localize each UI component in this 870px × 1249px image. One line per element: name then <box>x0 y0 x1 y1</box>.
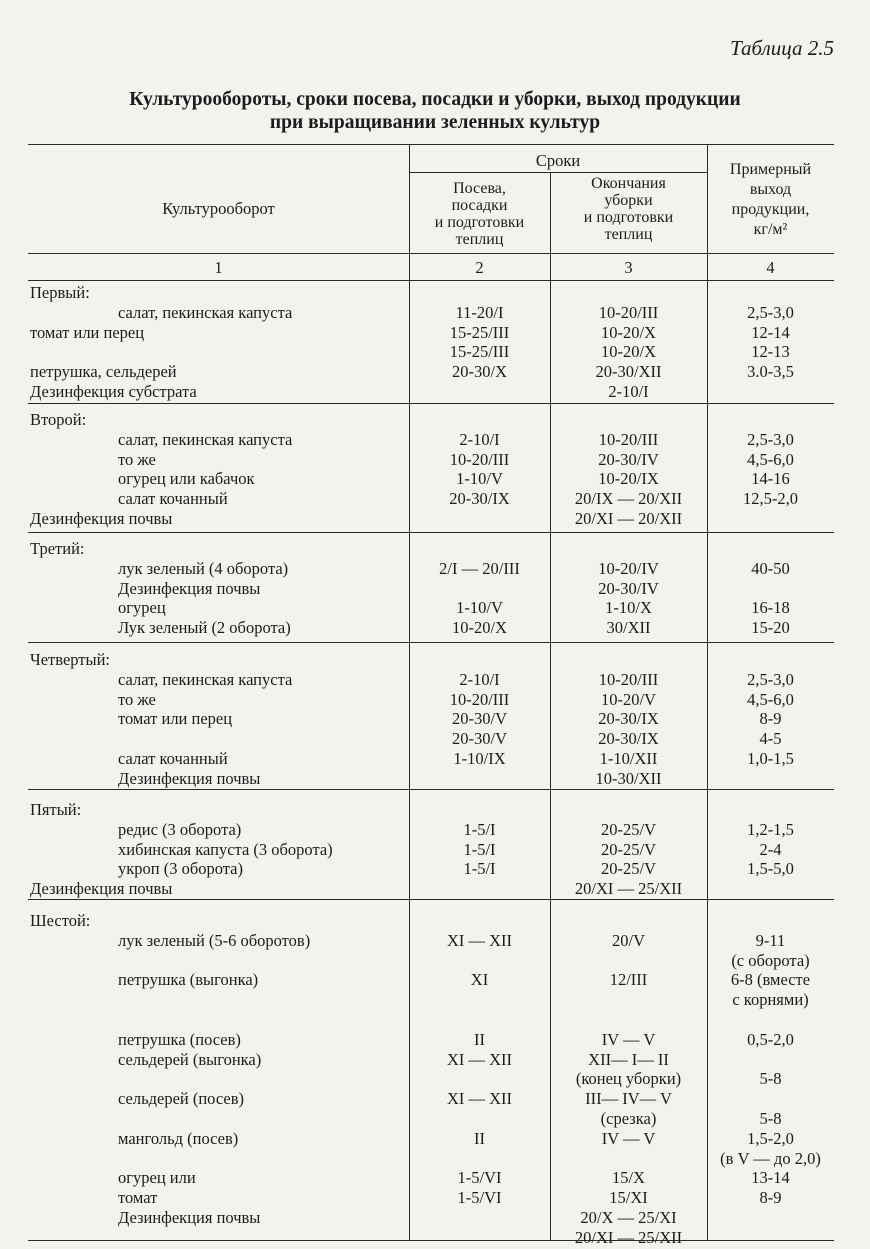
crop-cell: лук зеленый (4 оборота) <box>118 558 289 578</box>
sowing-date-cell: 1-10/V <box>456 469 503 489</box>
group-divider <box>28 789 834 790</box>
header-harvest-end <box>550 175 707 243</box>
sowing-date-cell: 20-30/X <box>452 362 507 382</box>
yield-cell: 4-5 <box>759 729 782 749</box>
harvest-end-cell: 10-30/XII <box>595 768 662 788</box>
sowing-date-cell: 20-30/V <box>452 709 507 729</box>
crop-cell: лук зеленый (5-6 оборотов) <box>118 930 311 950</box>
sowing-date-cell: 1-5/I <box>463 839 496 859</box>
header-harvest-line: теплиц <box>604 226 653 243</box>
sowing-date-cell: 2-10/I <box>459 669 500 689</box>
harvest-end-cell: 30/XII <box>606 618 651 638</box>
yield-cell: 13-14 <box>751 1168 790 1188</box>
yield-cell: 1,2-1,5 <box>747 819 794 839</box>
yield-cell: 1,5-2,0 <box>747 1128 794 1148</box>
crop-cell: мангольд (посев) <box>118 1128 239 1148</box>
crop-cell: петрушка, сельдерей <box>30 362 177 382</box>
crop-cell: огурец или кабачок <box>118 469 255 489</box>
harvest-end-cell: 20/XI — 25/XII <box>574 1227 683 1247</box>
header-sowing-line: Посева, <box>453 180 506 197</box>
harvest-end-cell: 20/X — 25/XI <box>580 1208 677 1227</box>
harvest-end-cell: III— IV— V <box>585 1089 672 1109</box>
yield-cell: 2,5-3,0 <box>747 302 794 322</box>
yield-cell: с корнями) <box>732 990 809 1010</box>
sowing-date-cell: 15-25/III <box>449 342 510 362</box>
group-name: Шестой: <box>30 911 91 930</box>
column-number-1: 1 <box>214 258 223 277</box>
sowing-date-cell: II <box>474 1128 485 1148</box>
sowing-date-cell: 1-5/VI <box>457 1168 502 1188</box>
harvest-end-cell: 20/XI — 25/XII <box>574 879 683 899</box>
crop-cell: огурец или <box>118 1168 196 1188</box>
group-name: Пятый: <box>30 800 82 819</box>
yield-cell: 12-13 <box>751 342 790 362</box>
group-divider <box>28 532 834 533</box>
header-sowing-line: и подготовки <box>434 214 525 231</box>
harvest-end-cell: 10-20/III <box>598 669 659 689</box>
column-number-4: 4 <box>766 258 775 277</box>
yield-cell: 8-9 <box>759 1188 782 1208</box>
crop-cell: салат кочанный <box>118 749 228 768</box>
crop-cell: салат, пекинская капуста <box>118 429 293 449</box>
crop-cell: сельдерей (посев) <box>118 1089 244 1109</box>
yield-cell: 6-8 (вместе <box>730 970 811 990</box>
crop-cell: томат <box>118 1188 158 1208</box>
yield-cell: 9-11 <box>755 930 786 950</box>
crop-cell: томат или перец <box>30 322 145 342</box>
sowing-date-cell: 2-10/I <box>459 429 500 449</box>
yield-cell: 2,5-3,0 <box>747 669 794 689</box>
yield-cell: 3.0-3,5 <box>747 362 794 382</box>
group-divider <box>28 642 834 643</box>
crop-cell: Дезинфекция почвы <box>118 1208 261 1227</box>
harvest-end-cell: 10-20/III <box>598 429 659 449</box>
numbers-rule <box>28 280 834 281</box>
header-yield-line: продукции, <box>731 201 810 218</box>
yield-cell: 2,5-3,0 <box>747 429 794 449</box>
sowing-date-cell: II <box>474 1029 485 1049</box>
column-number-3: 3 <box>624 258 633 277</box>
title-line-2: при выращивании зеленных культур <box>269 112 601 133</box>
yield-cell: 12-14 <box>751 322 790 342</box>
yield-cell: 14-16 <box>751 469 790 489</box>
header-sowing <box>409 180 550 248</box>
table-label: Таблица 2.5 <box>730 36 834 60</box>
crop-cell: Дезинфекция почвы <box>30 879 173 899</box>
crop-cell: салат, пекинская капуста <box>118 669 293 689</box>
harvest-end-cell: 20-25/V <box>601 839 656 859</box>
header-harvest-line: и подготовки <box>583 209 674 226</box>
harvest-end-cell: 20/IX — 20/XII <box>574 489 683 509</box>
crop-cell: то же <box>118 449 156 469</box>
header-sowing-line: посадки <box>451 197 508 214</box>
harvest-end-cell: 20/XI — 20/XII <box>574 509 683 528</box>
crop-cell: Дезинфекция почвы <box>118 768 261 788</box>
crop-cell: укроп (3 оборота) <box>118 859 243 879</box>
header-sowing-line: теплиц <box>455 231 504 248</box>
sowing-date-cell: XI — XII <box>446 1089 513 1109</box>
harvest-end-cell: 10-20/X <box>601 342 656 362</box>
yield-cell: (в V — до 2,0) <box>720 1148 821 1168</box>
header-yield-line: кг/м² <box>753 221 788 238</box>
yield-cell: 5-8 <box>759 1109 782 1128</box>
group-name: Второй: <box>30 410 87 429</box>
harvest-end-cell: 12/III <box>609 970 648 990</box>
crop-cell: салат кочанный <box>118 489 228 509</box>
harvest-end-cell: 10-20/IV <box>598 558 659 578</box>
harvest-end-cell: IV — V <box>601 1128 656 1148</box>
column-number-2: 2 <box>475 258 484 277</box>
sowing-date-cell: XI — XII <box>446 1049 513 1069</box>
sowing-date-cell: 1-10/IX <box>453 749 506 768</box>
harvest-end-cell: XII— I— II <box>588 1049 669 1069</box>
harvest-end-cell: 20/V <box>612 930 645 950</box>
table-title <box>0 88 870 134</box>
harvest-end-cell: (срезка) <box>600 1109 657 1128</box>
table-top-rule <box>28 144 834 145</box>
header-yield-line: Примерный <box>729 161 812 178</box>
harvest-end-cell: 15/X <box>612 1168 645 1188</box>
crop-cell: петрушка (посев) <box>118 1029 241 1049</box>
group-divider <box>28 403 834 404</box>
sowing-date-cell: 15-25/III <box>449 322 510 342</box>
crop-cell: петрушка (выгонка) <box>118 970 259 990</box>
harvest-end-cell: 1-10/X <box>605 598 652 618</box>
yield-cell: (с оборота) <box>731 950 810 970</box>
harvest-end-cell: 10-20/III <box>598 302 659 322</box>
harvest-end-cell: IV — V <box>601 1029 656 1049</box>
sowing-date-cell: 10-20/X <box>452 618 507 638</box>
harvest-end-cell: 20-30/IV <box>598 449 659 469</box>
harvest-end-cell: 1-10/XII <box>599 749 658 768</box>
sowing-date-cell: 1-10/V <box>456 598 503 618</box>
yield-cell: 5-8 <box>759 1069 782 1089</box>
sowing-date-cell: 1-5/VI <box>457 1188 502 1208</box>
sowing-date-cell: 10-20/III <box>449 449 510 469</box>
group-name: Первый: <box>30 283 90 302</box>
sowing-date-cell: 10-20/III <box>449 689 510 709</box>
harvest-end-cell: 20-25/V <box>601 859 656 879</box>
harvest-end-cell: 20-30/IV <box>598 578 659 598</box>
crop-cell: Лук зеленый (2 оборота) <box>118 618 291 638</box>
crop-cell: огурец <box>118 598 166 618</box>
sowing-date-cell: 20-30/V <box>452 729 507 749</box>
sowing-date-cell: XI <box>470 970 489 990</box>
header-yield-line: выход <box>749 181 792 198</box>
header-harvest-line: уборки <box>604 192 653 209</box>
yield-cell: 8-9 <box>759 709 782 729</box>
sowing-date-cell: XI — XII <box>446 930 513 950</box>
crop-cell: томат или перец <box>118 709 233 729</box>
harvest-end-cell: 20-25/V <box>601 819 656 839</box>
group-name: Четвертый: <box>30 650 111 669</box>
yield-cell: 2-4 <box>759 839 782 859</box>
table-bottom-rule <box>28 1240 834 1241</box>
crop-cell: то же <box>118 689 156 709</box>
harvest-end-cell: 10-20/V <box>601 689 656 709</box>
yield-cell: 15-20 <box>751 618 790 638</box>
yield-cell: 1,0-1,5 <box>747 749 794 768</box>
crop-cell: Дезинфекция почвы <box>118 578 261 598</box>
sowing-date-cell: 1-5/I <box>463 819 496 839</box>
yield-cell: 4,5-6,0 <box>747 449 794 469</box>
harvest-end-cell: 20-30/XII <box>595 362 662 382</box>
crop-cell: сельдерей (выгонка) <box>118 1049 262 1069</box>
yield-cell: 40-50 <box>751 558 790 578</box>
crop-cell: Дезинфекция субстрата <box>30 382 197 401</box>
sowing-date-cell: 20-30/IX <box>449 489 510 509</box>
yield-cell: 0,5-2,0 <box>747 1029 794 1049</box>
harvest-end-cell: 2-10/I <box>608 382 649 401</box>
harvest-end-cell: 20-30/IX <box>598 729 659 749</box>
sowing-date-cell: 1-5/I <box>463 859 496 879</box>
harvest-end-cell: 10-20/IX <box>598 469 659 489</box>
yield-cell: 1,5-5,0 <box>747 859 794 879</box>
crop-cell: редис (3 оборота) <box>118 819 242 839</box>
sowing-date-cell: 2/I — 20/III <box>439 558 520 578</box>
harvest-end-cell: 10-20/X <box>601 322 656 342</box>
title-line-1: Культурообороты, сроки посева, посадки и уборки, выход продукции <box>129 89 741 110</box>
header-harvest-line: Окончания <box>591 175 666 192</box>
harvest-end-cell: 15/XI <box>609 1188 648 1208</box>
yield-cell: 16-18 <box>751 598 790 618</box>
header-crop-rotation: Культурооборот <box>162 199 275 218</box>
crop-cell: Дезинфекция почвы <box>30 509 173 528</box>
group-name: Третий: <box>30 539 85 558</box>
header-dates-group: Сроки <box>535 151 581 170</box>
crop-cell: салат, пекинская капуста <box>118 302 293 322</box>
harvest-end-cell: (конец уборки) <box>575 1069 682 1089</box>
yield-cell: 12,5-2,0 <box>743 489 798 509</box>
sowing-date-cell: 11-20/I <box>455 302 504 322</box>
harvest-end-cell: 20-30/IX <box>598 709 659 729</box>
header-yield <box>707 160 834 240</box>
crop-cell: хибинская капуста (3 оборота) <box>118 839 333 859</box>
header-rule <box>28 253 834 254</box>
sroki-underline <box>409 172 707 173</box>
yield-cell: 4,5-6,0 <box>747 689 794 709</box>
